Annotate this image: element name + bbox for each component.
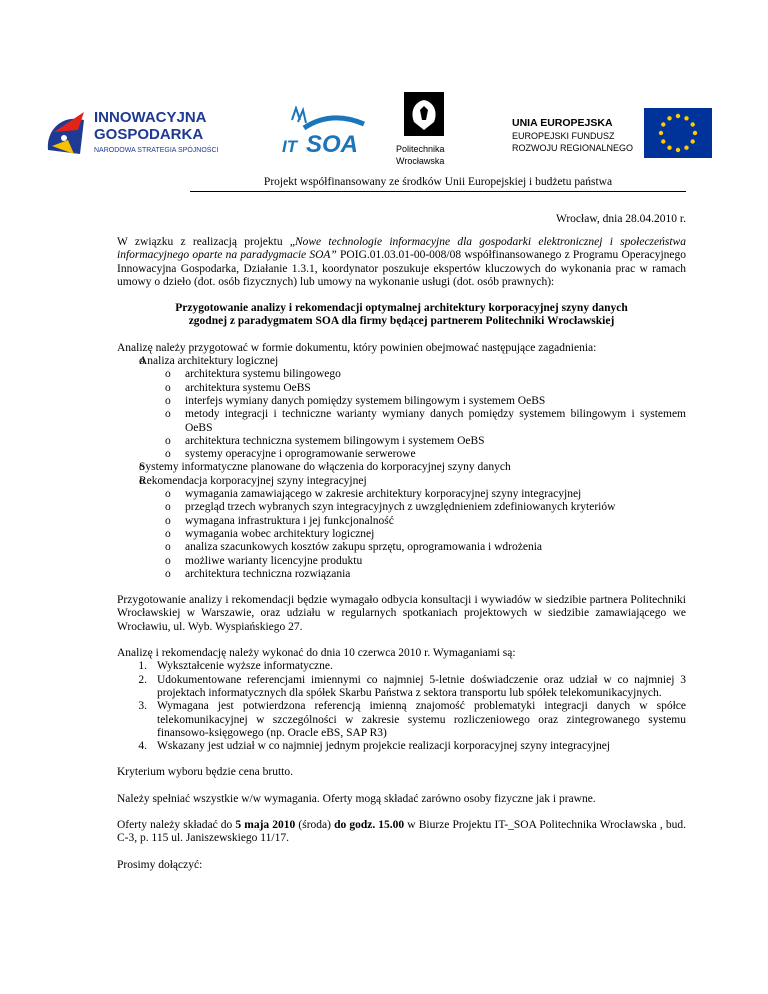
eu-star xyxy=(684,116,688,120)
list-item: o przegląd trzech wybranych szyn integracyjnych z uwzględnieniem zdefiniowanych kryteriów xyxy=(185,501,686,514)
politechnika-wroclawska-logo xyxy=(396,92,456,174)
document-body xyxy=(117,236,686,872)
ig-star-dot xyxy=(61,135,67,141)
project-title: Nowe technologie informacyjne dla gospodarki elektronicznej i społeczeństwa informacyjnego oparte na paradygmacie SOA” xyxy=(117,236,686,262)
eu-flag-icon xyxy=(644,108,712,158)
eu-star xyxy=(684,146,688,150)
attach-paragraph: Prosimy dołączyć: xyxy=(117,858,203,871)
innowacyjna-gospodarka-logo xyxy=(44,102,254,162)
eu-star xyxy=(659,131,663,135)
list-item xyxy=(117,700,686,740)
itsoa-arc xyxy=(304,118,364,128)
list-item xyxy=(117,740,686,753)
list-item: o metody integracji i techniczne warianty wymiany danych pomiędzy systemem bilingowym i systemem OeBS xyxy=(185,408,686,435)
eu-star xyxy=(691,122,695,126)
offers-t3: w Biurze Projektu IT-_SOA Politechnika Wrocławska , bud. C-3, p. 115 ul. Janiszewskiego 11/17. xyxy=(117,818,686,845)
list-item: o architektura techniczna systemem bilingowym i systemem OeBS xyxy=(185,435,686,448)
pwr-line2: Wrocławska xyxy=(396,156,445,166)
list-item: o analiza szacunkowych kosztów zakupu sprzętu, oprogramowania i wdrożenia xyxy=(185,541,686,554)
list-item xyxy=(139,355,686,461)
requirement-text: Udokumentowane referencjami imiennymi co najmniej 5-letnie doświadczenie oraz udział w co najmniej 3 projektach informatycznych dla spółek Skarbu Państwa z sektora transportu lub spółek telekomunikacyjnych. xyxy=(157,673,686,699)
unia-europejska-text-logo xyxy=(512,112,652,162)
task-title-line2: zgodnej z paradygmatem SOA dla firmy będącej partnerem Politechniki Wrocławskiej xyxy=(188,315,615,328)
eu-star xyxy=(676,148,680,152)
pwr-line1: Politechnika xyxy=(396,144,445,154)
cofinance-header: Projekt współfinansowany ze środków Unii Europejskiej i budżetu państwa xyxy=(263,176,613,188)
offers-t1: Oferty należy składać do xyxy=(117,818,236,831)
list-item xyxy=(117,660,686,673)
offers-deadline-date: 5 maja 2010 xyxy=(235,818,296,831)
list-item: o wymagania zamawiającego w zakresie architektury korporacyjnej szyny integracyjnej xyxy=(185,488,686,501)
scope-a-sublist xyxy=(139,368,686,461)
scope-a-title: Analiza architektury logicznej xyxy=(139,355,279,368)
list-item: o architektura techniczna rozwiązania xyxy=(185,568,686,581)
itsoa-antenna-icon xyxy=(292,108,306,123)
requirement-number: 4. xyxy=(138,740,147,753)
requirement-number: 1. xyxy=(138,660,147,673)
list-item: o wymagania wobec architektury logicznej xyxy=(185,528,686,541)
ue-line2: EUROPEJSKI FUNDUSZ xyxy=(512,131,615,141)
ig-line3: NARODOWA STRATEGIA SPÓJNOŚCI xyxy=(94,147,219,154)
list-item: o architektura systemu OeBS xyxy=(185,382,686,395)
ue-line1: UNIA EUROPEJSKA xyxy=(512,117,613,129)
requirements-list xyxy=(117,660,686,753)
scope-intro: Analizę należy przygotować w formie dokumentu, który powinien obejmować następujące zagadnienia: xyxy=(117,341,597,354)
header-divider xyxy=(190,191,686,192)
eu-star xyxy=(667,116,671,120)
requirements-intro: Analizę i rekomendację należy wykonać do dnia 10 czerwca 2010 r. Wymaganiami są: xyxy=(117,647,516,660)
list-item xyxy=(139,475,686,581)
eu-star xyxy=(661,122,665,126)
requirement-text: Wskazany jest udział w co najmniej jednym projekcie realizacji korporacyjnej szyny integracyjnej xyxy=(157,740,611,753)
requirement-number: 3. xyxy=(138,700,147,713)
eu-star xyxy=(693,131,697,135)
itsoa-it: IT xyxy=(282,137,298,156)
list-item xyxy=(117,674,686,701)
ig-line2: GOSPODARKA xyxy=(94,126,204,143)
requirement-text: Wymagana jest potwierdzona referencją imienną znajomość problematyki integracji danych w spółce telekomunikacyjnej w szczególności w zakresie systemu rozliczeniowego oraz zintegrowanego systemu finansowo-księgowego (np. Oracle eBS, SAP R3) xyxy=(157,700,686,739)
eu-star xyxy=(691,139,695,143)
intro-paragraph xyxy=(117,236,686,289)
ue-line3: ROZWOJU REGIONALNEGO xyxy=(512,143,634,153)
scope-c-title: Rekomendacja korporacyjnej szyny integracyjnej xyxy=(139,474,367,487)
requirement-text: Wykształcenie wyższe informatyczne. xyxy=(157,660,333,673)
scope-b-title: Systemy informatyczne planowane do włączenia do korporacyjnej szyny danych xyxy=(139,461,511,474)
eu-star xyxy=(667,146,671,150)
list-item: o interfejs wymiany danych pomiędzy systemem bilingowym i systemem OeBS xyxy=(185,395,686,408)
offers-deadline-time: do godz. 15.00 xyxy=(334,818,405,831)
logo-bar xyxy=(44,82,734,164)
intro-after: POIG.01.03.01-00-008/08 współfinansowanego z Programu Operacyjnego Innowacyjna Gospodarka, Działanie 1.3.1, koordynator poszukuje ekspertów kluczowych do wykonania prac w ramach umowy o dzieło (dot. osób fizycznych) lub umowy na wykonanie usługi (dot. osób prawnych): xyxy=(117,249,686,288)
scope-c-sublist xyxy=(139,488,686,581)
ig-line1: INNOWACYJNA xyxy=(94,109,207,126)
scope-list xyxy=(117,355,686,581)
task-title-line1: Przygotowanie analizy i rekomendacji optymalnej architektury korporacyjnej szyny danych xyxy=(175,302,628,315)
criterion-paragraph: Kryterium wyboru będzie cena brutto. xyxy=(117,766,293,779)
intro-before: W związku z realizacją projektu „ xyxy=(117,236,295,248)
list-item: o wymagana infrastruktura i jej funkcjonalność xyxy=(185,515,686,528)
itsoa-logo xyxy=(276,106,376,160)
list-item xyxy=(139,461,686,474)
requirement-number: 2. xyxy=(138,673,147,686)
eu-star xyxy=(661,139,665,143)
list-item: o możliwe warianty licencyjne produktu xyxy=(185,555,686,568)
eu-star xyxy=(676,114,680,118)
list-item: o architektura systemu bilingowego xyxy=(185,368,686,381)
document-date: Wrocław, dnia 28.04.2010 r. xyxy=(555,213,686,225)
offers-paragraph xyxy=(117,819,686,846)
consultation-paragraph: Przygotowanie analizy i rekomendacji będzie wymagało odbycia konsultacji i wywiadów w siedzibie partnera Politechniki Wrocławskiej w Warszawie, oraz udziału w regularnych spotkaniach projektowych w siedzibie zamawiającego we Wrocławiu, ul. Wyb. Wyspiańskiego 27. xyxy=(117,594,686,633)
all-requirements-paragraph: Należy spełniać wszystkie w/w wymagania. Oferty mogą składać zarówno osoby fizyczne jak i prawne. xyxy=(117,792,596,805)
list-item: o systemy operacyjne i oprogramowanie serwerowe xyxy=(185,448,686,461)
itsoa-soa: SOA xyxy=(306,131,359,158)
offers-t2: (środa) xyxy=(295,818,335,831)
